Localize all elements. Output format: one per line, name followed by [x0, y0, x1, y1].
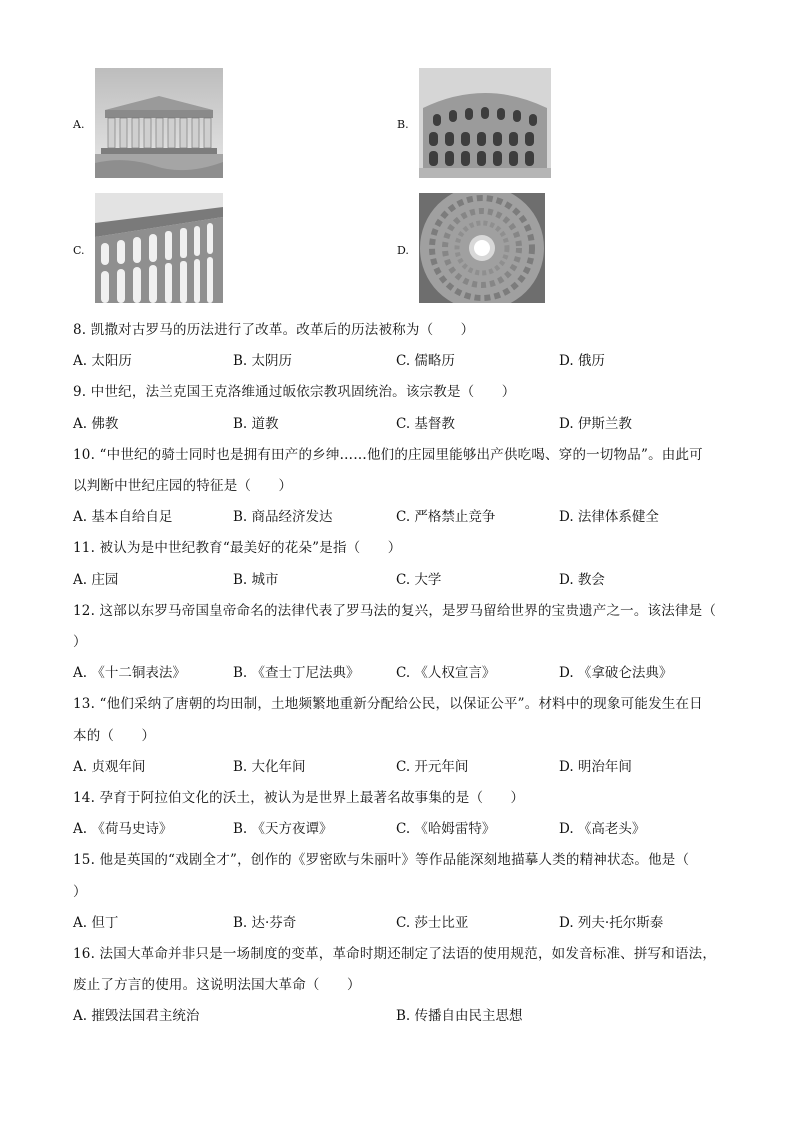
option-a[interactable]: A. 贞观年间	[73, 759, 146, 775]
option-b[interactable]: B. 传播自由民主思想	[396, 1008, 523, 1024]
question-12-stem-continued: ）	[73, 634, 87, 650]
option-d[interactable]: D. 法律体系健全	[559, 509, 659, 525]
option-b[interactable]: B. 商品经济发达	[233, 509, 333, 525]
option-b[interactable]: B. 大化年间	[233, 759, 306, 775]
option-a[interactable]: A. 庄园	[73, 572, 119, 588]
option-a[interactable]: A. 太阳历	[73, 353, 132, 369]
question-13-stem-continued: 本的（ ）	[73, 728, 156, 744]
option-a[interactable]: A. 《荷马史诗》	[73, 821, 173, 837]
question-10-stem-continued: 以判断中世纪庄园的特征是（ ）	[73, 478, 293, 494]
option-c[interactable]: C. 大学	[396, 572, 442, 588]
option-c[interactable]: C. 莎士比亚	[396, 915, 469, 931]
question-9-stem: 9. 中世纪，法兰克国王克洛维通过皈依宗教巩固统治。该宗教是（ ）	[73, 384, 516, 400]
pantheon-dome-image	[419, 193, 545, 303]
option-c[interactable]: C. 基督教	[396, 416, 455, 432]
option-c[interactable]: C. 开元年间	[396, 759, 469, 775]
question-8-stem: 8. 凯撒对古罗马的历法进行了改革。改革后的历法被称为（ ）	[73, 322, 475, 338]
option-a[interactable]: A. 佛教	[73, 416, 119, 432]
option-letter: A.	[73, 118, 85, 131]
aqueduct-image	[95, 193, 223, 303]
question-14-stem: 14. 孕育于阿拉伯文化的沃土，被认为是世界上最著名故事集的是（ ）	[73, 790, 525, 806]
parthenon-image	[95, 68, 223, 178]
question-15-stem: 15. 他是英国的“戏剧全才”，创作的《罗密欧与朱丽叶》等作品能深刻地描摹人类的精神状态。他是（	[73, 852, 690, 868]
question-15-stem-continued: ）	[73, 884, 87, 900]
option-c[interactable]: C. 《人权宣言》	[396, 665, 496, 681]
option-a[interactable]: A. 但丁	[73, 915, 119, 931]
option-c[interactable]: C. 严格禁止竞争	[396, 509, 496, 525]
option-b[interactable]: B. 达·芬奇	[233, 915, 297, 931]
option-d[interactable]: D. 俄历	[559, 353, 605, 369]
option-d[interactable]: D. 《高老头》	[559, 821, 646, 837]
option-b[interactable]: B. 道教	[233, 416, 279, 432]
option-letter: B.	[397, 118, 409, 131]
option-d[interactable]: D. 教会	[559, 572, 605, 588]
option-d[interactable]: D. 伊斯兰教	[559, 416, 632, 432]
colosseum-image	[419, 68, 551, 178]
option-b[interactable]: B. 城市	[233, 572, 279, 588]
question-16-stem: 16. 法国大革命并非只是一场制度的变革，革命时期还制定了法语的使用规范，如发音标准、拼写和语法，	[73, 946, 717, 962]
option-d[interactable]: D. 列夫·托尔斯泰	[559, 915, 664, 931]
option-b[interactable]: B. 《查士丁尼法典》	[233, 665, 360, 681]
option-a[interactable]: A. 《十二铜表法》	[73, 665, 186, 681]
option-a[interactable]: A. 摧毁法国君主统治	[73, 1008, 200, 1024]
question-13-stem: 13. “他们采纳了唐朝的均田制，土地频繁地重新分配给公民，以保证公平”。材料中的现象可能发生在日	[73, 696, 703, 712]
option-c[interactable]: C. 儒略历	[396, 353, 455, 369]
question-11-stem: 11. 被认为是中世纪教育“最美好的花朵”是指（ ）	[73, 540, 402, 556]
question-12-stem: 12. 这部以东罗马帝国皇帝命名的法律代表了罗马法的复兴，是罗马留给世界的宝贵遗产之一。该法律是（	[73, 603, 717, 619]
option-letter: D.	[397, 244, 409, 257]
option-letter: C.	[73, 244, 85, 257]
option-d[interactable]: D. 明治年间	[559, 759, 632, 775]
option-b[interactable]: B. 太阴历	[233, 353, 293, 369]
option-a[interactable]: A. 基本自给自足	[73, 509, 173, 525]
option-c[interactable]: C. 《哈姆雷特》	[396, 821, 496, 837]
question-10-stem: 10. “中世纪的骑士同时也是拥有田产的乡绅……他们的庄园里能够出产供吃喝、穿的一切物品”。由此可	[73, 447, 703, 463]
option-d[interactable]: D. 《拿破仑法典》	[559, 665, 673, 681]
question-16-stem-continued: 废止了方言的使用。这说明法国大革命（ ）	[73, 977, 361, 993]
option-b[interactable]: B. 《天方夜谭》	[233, 821, 333, 837]
